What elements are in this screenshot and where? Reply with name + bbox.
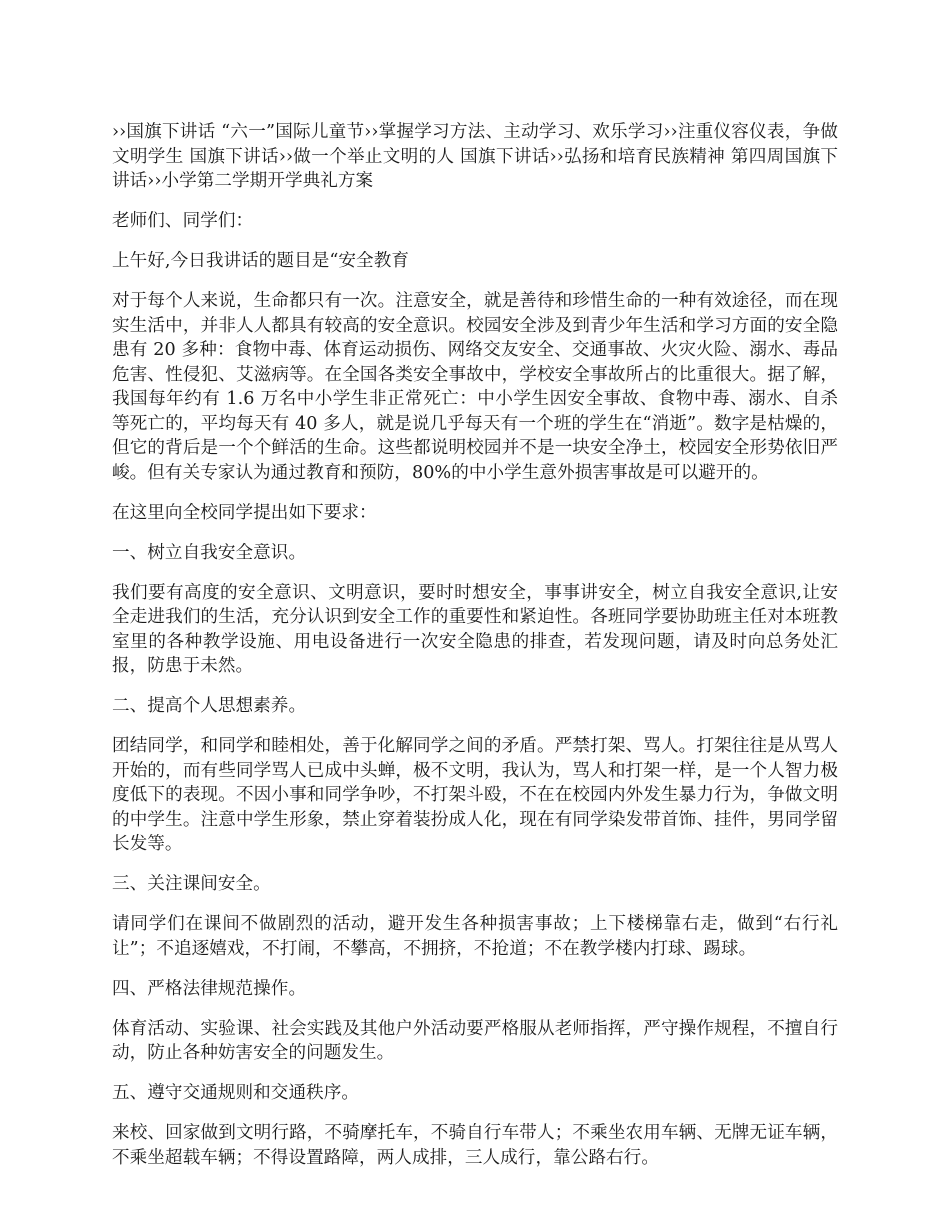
section-body-2: 团结同学，和同学和睦相处，善于化解同学之间的矛盾。严禁打架、骂人。打架往往是从骂人开始的，而有些同学骂人已成中头蝉，极不文明，我认为，骂人和打架一样，是一个人智力极度低下的表现。不因小事和同学争吵，不打架斗殴，不在在校园内外发生暴力行为，争做文明的中学生。注意中学生形象，禁止穿着装扮成人化，现在有同学染发带首饰、挂件，男同学留长发等。 [112,736,838,854]
speech-title-line: 上午好,今日我讲话的题目是“安全教育 [112,251,409,271]
section-body-3: 请同学们在课间不做剧烈的活动，避开发生各种损害事故；上下楼梯靠右走，做到“右行礼让”；不追逐嬉戏，不打闹，不攀高，不拥挤，不抢道；不在教学楼内打球、踢球。 [112,914,838,959]
section-body-5: 来校、回家做到文明行路，不骑摩托车，不骑自行车带人；不乘坐农用车辆、无牌无证车辆，不乘坐超载车辆；不得设置路障，两人成排，三人成行，靠公路右行。 [112,1123,838,1168]
related-links-line[interactable]: ››国旗下讲话 “六一”国际儿童节››掌握学习方法、主动学习、欢乐学习››注重仪容仪表，争做文明学生 国旗下讲话››做一个举止文明的人 国旗下讲话››弘扬和培育民族精神 第四周国旗下讲话››小学第二学期开学典礼方案 [112,122,838,191]
requirements-intro: 在这里向全校同学提出如下要求： [112,502,377,523]
section-heading-3: 三、关注课间安全。 [112,874,271,894]
section-body-1: 我们要有高度的安全意识、文明意识，要时时想安全，事事讲安全，树立自我安全意识,让安全走进我们的生活，充分认识到安全工作的重要性和紧迫性。各班同学要协助班主任对本班教室里的各种教学设施、用电设备进行一次安全隐患的排查，若发现问题，请及时向总务处汇报，防患于未然。 [112,582,838,676]
section-heading-5: 五、遵守交通规则和交通秩序。 [112,1083,360,1103]
intro-paragraph: 对于每个人来说，生命都只有一次。注意安全，就是善待和珍惜生命的一种有效途径，而在现实生活中，并非人人都具有较高的安全意识。校园安全涉及到青少年生活和学习方面的安全隐患有 20 多种：食物中毒、体育运动损伤、网络交友安全、交通事故、火灾火险、溺水、毒品危害、性侵犯、艾滋病等。在全国各类安全事故中，学校安全事故所占的比重很大。据了解，我国每年约有 1.6 万名中小学生非正常死亡：中小学生因安全事故、食物中毒、溺水、自杀等死亡的，平均每天有 40 多人，就是说几乎每天有一个班的学生在“消逝”。数字是枯燥的，但它的背后是一个个鲜活的生命。这些都说明校园并不是一块安全净土，校园安全形势依旧严峻。但有关专家认为通过教育和预防，80%的中小学生意外损害事故是可以避开的。 [112,291,838,483]
section-heading-1: 一、树立自我安全意识。 [112,542,307,563]
section-body-4: 体育活动、实验课、社会实践及其他户外活动要严格服从老师指挥，严守操作规程，不擅自行动，防止各种妨害安全的问题发生。 [112,1018,838,1063]
section-heading-2: 二、提高个人思想素养。 [112,696,307,716]
greeting: 老师们、同学们： [112,211,254,231]
section-heading-4: 四、严格法律规范操作。 [112,978,307,999]
